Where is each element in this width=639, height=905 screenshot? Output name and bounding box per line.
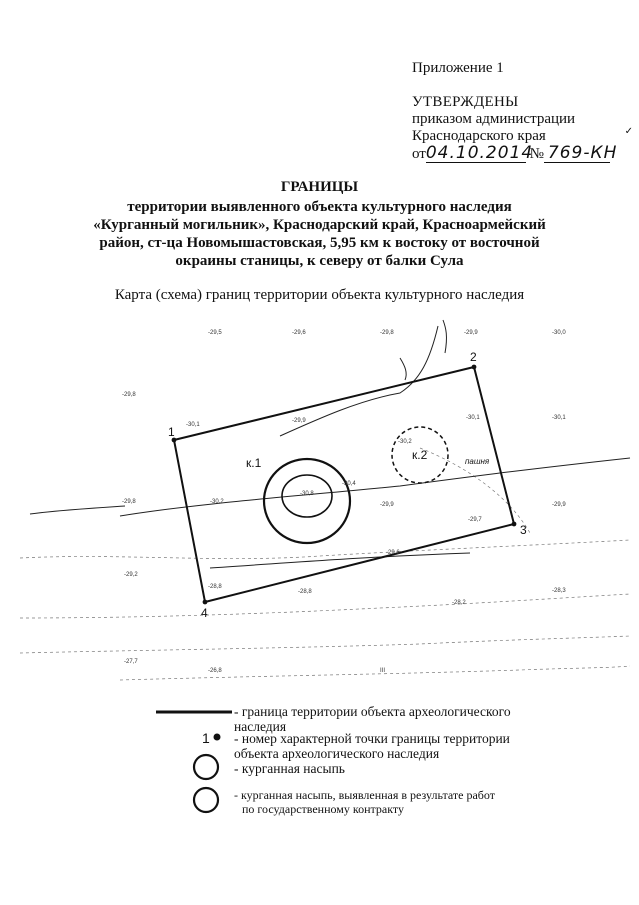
elevation: -28,8 xyxy=(208,584,222,590)
elevation: -29,5 xyxy=(208,330,222,336)
handwritten-date: 04.10.2014 xyxy=(425,143,534,163)
point-label-3: 3 xyxy=(520,523,527,537)
legend-item-mound xyxy=(234,761,345,776)
elevation: -29,6 xyxy=(292,330,306,336)
legend-text: объекта археологического наследия xyxy=(234,746,440,761)
elevation: -30,2 xyxy=(398,439,412,445)
doc-title-line3: «Курганный могильник», Краснодарский край, Красноармейский xyxy=(93,217,546,233)
point-label-4: 4 xyxy=(201,606,208,620)
legend-found-mound-symbol xyxy=(194,788,218,812)
elevation: -29,7 xyxy=(468,517,482,523)
legend-item-found-mound xyxy=(234,788,495,816)
approved-label: УТВЕРЖДЕНЫ xyxy=(412,94,519,110)
date-prefix: от xyxy=(412,146,426,162)
legend-point-number: 1 xyxy=(202,730,210,746)
elevation: -30,4 xyxy=(342,481,356,487)
doc-title-line5: окраины станицы, к северу от балки Сула xyxy=(175,253,464,269)
handwritten-number: 769-КН xyxy=(547,143,618,163)
boundary-map xyxy=(0,318,639,698)
legend-point-symbol xyxy=(214,734,221,741)
legend-text: наследия xyxy=(234,719,287,734)
elevation: -28,8 xyxy=(298,589,312,595)
elevation: -30,1 xyxy=(186,422,200,428)
contour-line xyxy=(20,636,630,653)
legend-symbols xyxy=(150,704,240,824)
number-prefix: № xyxy=(529,146,544,162)
elevation: -26,8 xyxy=(208,668,222,674)
doc-title-line4: район, ст-ца Новомышастовская, 5,95 км к востоку от восточной xyxy=(99,235,540,251)
legend-text: - курганная насыпь, выявленная в результате работ xyxy=(234,788,495,802)
point-label-2: 2 xyxy=(470,350,477,364)
date-field xyxy=(425,143,534,163)
elevation: -29,6 xyxy=(386,550,400,556)
elevation: -30,2 xyxy=(210,499,224,505)
contour-line xyxy=(20,594,630,618)
date-number-line xyxy=(412,143,618,163)
elevation: -27,7 xyxy=(124,659,138,665)
elevation: -29,9 xyxy=(292,418,306,424)
elevation: -29,8 xyxy=(122,392,136,398)
doc-title-line1: ГРАНИЦЫ xyxy=(280,179,359,195)
contour-lines xyxy=(20,448,630,680)
mound-label-2: к.2 xyxy=(412,448,428,462)
elevation: -29,9 xyxy=(552,502,566,508)
doc-title-line2: территории выявленного объекта культурного наследия xyxy=(127,199,512,215)
elevation: III xyxy=(380,668,386,674)
point-label-1: 1 xyxy=(168,425,175,439)
legend-text: - граница территории объекта археологического xyxy=(234,704,511,719)
region-label: Краснодарского края xyxy=(412,128,546,144)
elevation: -29,8 xyxy=(380,330,394,336)
number-field xyxy=(544,143,618,163)
legend-item-point xyxy=(234,731,510,761)
margin-mark: ✓ xyxy=(624,126,633,137)
elevation: -30,1 xyxy=(466,415,480,421)
terrain-line xyxy=(443,320,446,353)
elevation: -30,1 xyxy=(552,415,566,421)
terrain-lines xyxy=(30,320,630,568)
terrain-line xyxy=(400,358,406,380)
elevation: -29,9 xyxy=(464,330,478,336)
elevation: -29,9 xyxy=(380,502,394,508)
legend-mound-symbol xyxy=(194,755,218,779)
legend-text: по государственному контракту xyxy=(242,802,405,816)
map-caption: Карта (схема) границ территории объекта культурного наследия xyxy=(114,287,525,303)
boundary-point-2 xyxy=(472,365,477,370)
mound-label-1: к.1 xyxy=(246,456,262,470)
terrain-line xyxy=(30,506,125,514)
approval-block xyxy=(412,94,618,163)
terrain-line xyxy=(210,553,470,568)
legend xyxy=(150,704,630,834)
field-label: пашня xyxy=(465,457,490,466)
mound-1-outer xyxy=(264,459,350,543)
elevation: -30,0 xyxy=(552,330,566,336)
legend-item-boundary xyxy=(234,704,511,734)
elevation-marks xyxy=(122,330,566,674)
elevation: -29,2 xyxy=(124,572,138,578)
order-label: приказом администрации xyxy=(412,111,576,127)
legend-text: - номер характерной точки границы территории xyxy=(234,731,510,746)
elevation: -29,8 xyxy=(122,499,136,505)
elevation: -30,8 xyxy=(300,491,314,497)
elevation: -28,2 xyxy=(452,600,466,606)
appendix-label: Приложение 1 xyxy=(412,60,504,76)
boundary-point-4 xyxy=(203,600,208,605)
contour-line xyxy=(120,666,630,680)
boundary-point-3 xyxy=(512,522,517,527)
contour-line xyxy=(20,540,630,559)
elevation: -28,3 xyxy=(552,588,566,594)
legend-text: - курганная насыпь xyxy=(234,761,345,776)
